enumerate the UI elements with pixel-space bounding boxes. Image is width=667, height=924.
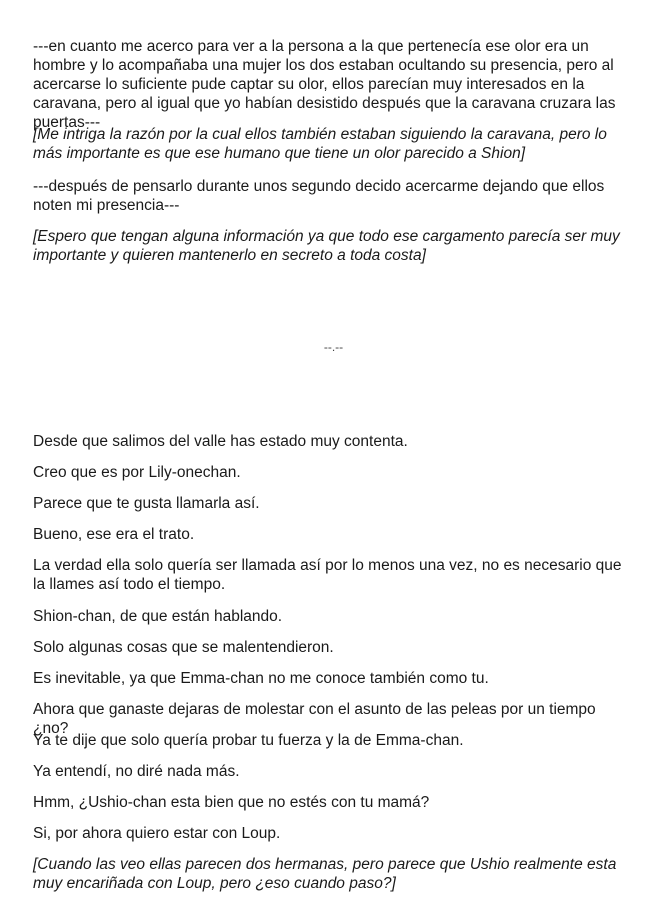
dialogue-line: Ahora que ganaste dejaras de molestar con el asunto de las peleas por un tiempo ¿no? (33, 701, 596, 737)
dialogue-line: La verdad ella solo quería ser llamada así por lo menos una vez, no es necesario que la llames así todo el tiempo. (33, 557, 622, 593)
scene-separator: --.-- (323, 340, 344, 354)
dialogue-line: Solo algunas cosas que se malentendieron. (33, 639, 334, 656)
dialogue-line: Es inevitable, ya que Emma-chan no me conoce también como tu. (33, 670, 489, 687)
narration-paragraph: ---después de pensarlo durante unos segundo decido acercarme dejando que ellos noten mi presencia--- (33, 178, 605, 214)
thought-paragraph: [Cuando las veo ellas parecen dos hermanas, pero parece que Ushio realmente esta muy encariñada con Loup, pero ¿eso cuando paso?] (33, 856, 617, 892)
thought-paragraph: [Espero que tengan alguna información ya que todo ese cargamento parecía ser muy importante y quieren mantenerlo en secreto a toda costa] (33, 228, 620, 264)
dialogue-line: Si, por ahora quiero estar con Loup. (33, 825, 281, 842)
dialogue-line: Ya te dije que solo quería probar tu fuerza y la de Emma-chan. (33, 732, 464, 749)
dialogue-line: Bueno, ese era el trato. (33, 526, 195, 543)
dialogue-line: Desde que salimos del valle has estado muy contenta. (33, 433, 408, 450)
dialogue-line: Parece que te gusta llamarla así. (33, 495, 260, 512)
narration-paragraph: ---en cuanto me acerco para ver a la persona a la que pertenecía ese olor era un hombre y lo acompañaba una mujer los dos estaban ocultando su presencia, pero al acercarse lo suficiente pude captar su olor, ellos parecían muy interesados en la caravana, pero al igual que yo habían desistido después que la caravana cruzara las puertas--- (33, 38, 616, 131)
dialogue-line: Creo que es por Lily-onechan. (33, 464, 241, 481)
dialogue-line: Ya entendí, no diré nada más. (33, 763, 240, 780)
dialogue-line: Shion-chan, de que están hablando. (33, 608, 283, 625)
dialogue-line: Hmm, ¿Ushio-chan esta bien que no estés con tu mamá? (33, 794, 430, 811)
thought-paragraph: [Me intriga la razón por la cual ellos también estaban siguiendo la caravana, pero lo más importante es que ese humano que tiene un olor parecido a Shion] (33, 126, 607, 162)
